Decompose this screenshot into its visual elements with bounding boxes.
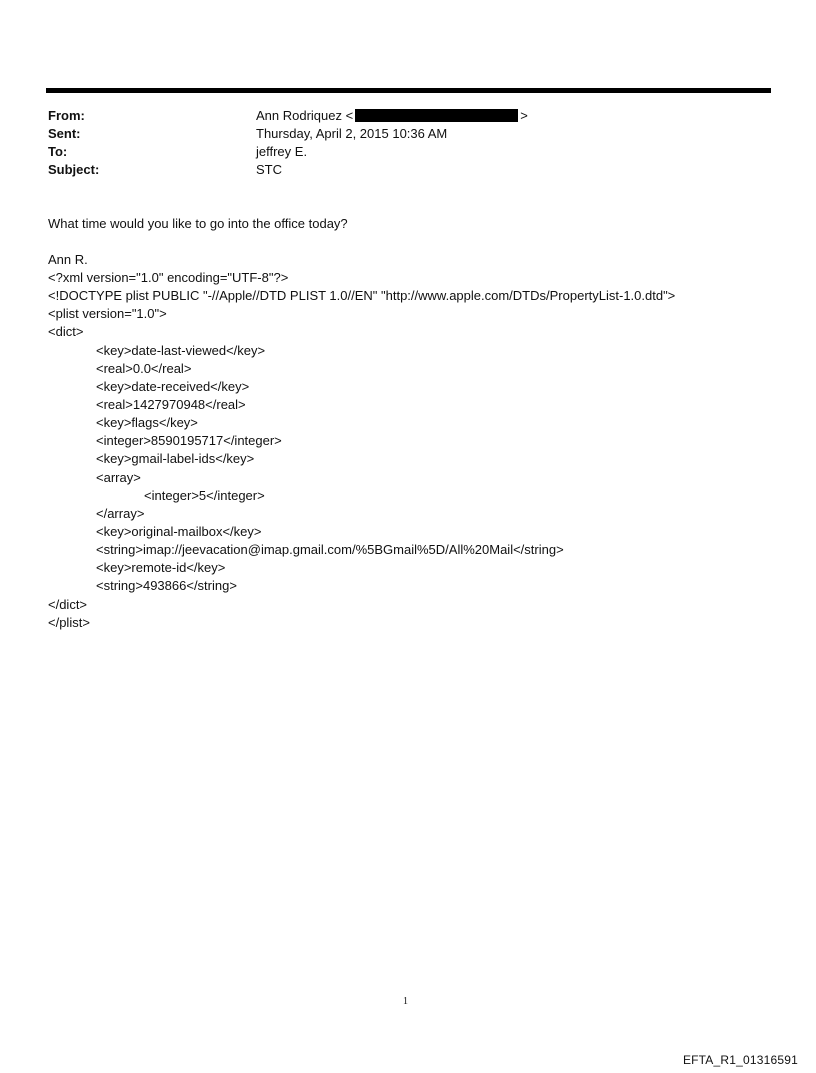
from-value bbox=[256, 107, 528, 125]
plist-line: <key>original-mailbox</key> bbox=[96, 523, 262, 539]
plist-line: <!DOCTYPE plist PUBLIC "-//Apple//DTD PLIST 1.0//EN" "http://www.apple.com/DTDs/PropertyList-1.0.dtd"> bbox=[48, 288, 676, 304]
plist-line: <key>flags</key> bbox=[96, 415, 198, 431]
bates-number: EFTA_R1_01316591 bbox=[682, 1053, 798, 1067]
header-to-row bbox=[48, 143, 748, 161]
to-label: To: bbox=[48, 144, 68, 159]
plist-line: </plist> bbox=[48, 614, 90, 630]
plist-line: <string>493866</string> bbox=[96, 578, 237, 594]
plist-line: <key>remote-id</key> bbox=[96, 560, 226, 576]
plist-line: <string>imap://jeevacation@imap.gmail.com/%5BGmail%5D/All%20Mail</string> bbox=[96, 542, 564, 558]
email-header bbox=[48, 107, 748, 179]
subject-label: Subject: bbox=[48, 162, 100, 177]
plist-metadata bbox=[48, 269, 675, 632]
plist-line: <?xml version="1.0" encoding="UTF-8"?> bbox=[48, 270, 289, 285]
plist-line: <plist version="1.0"> bbox=[48, 306, 167, 322]
sent-label: Sent: bbox=[48, 126, 81, 141]
from-label: From: bbox=[48, 108, 85, 123]
plist-line: <integer>8590195717</integer> bbox=[96, 433, 282, 449]
from-suffix: > bbox=[520, 108, 528, 123]
plist-line: <dict> bbox=[48, 324, 84, 340]
plist-line: <real>0.0</real> bbox=[96, 360, 192, 376]
email-signature: Ann R. bbox=[48, 252, 88, 267]
plist-line: <key>date-last-viewed</key> bbox=[96, 342, 266, 358]
header-sent-row bbox=[48, 125, 748, 143]
subject-value: STC bbox=[256, 162, 282, 177]
plist-line: <integer>5</integer> bbox=[144, 487, 265, 503]
header-subject-row bbox=[48, 161, 748, 179]
header-from-row bbox=[48, 107, 748, 125]
sent-value: Thursday, April 2, 2015 10:36 AM bbox=[256, 126, 448, 141]
plist-line: <key>gmail-label-ids</key> bbox=[96, 451, 255, 467]
to-value: jeffrey E. bbox=[256, 144, 308, 159]
plist-line: <array> bbox=[96, 469, 141, 485]
header-divider bbox=[46, 88, 771, 93]
redaction-box bbox=[355, 109, 518, 122]
plist-line: <real>1427970948</real> bbox=[96, 396, 246, 412]
from-name: Ann Rodriquez < bbox=[256, 108, 354, 123]
page-number: 1 bbox=[403, 996, 408, 1007]
plist-line: </dict> bbox=[48, 596, 88, 612]
email-body-question: What time would you like to go into the office today? bbox=[48, 216, 348, 231]
plist-line: </array> bbox=[96, 505, 145, 521]
plist-line: <key>date-received</key> bbox=[96, 378, 250, 394]
